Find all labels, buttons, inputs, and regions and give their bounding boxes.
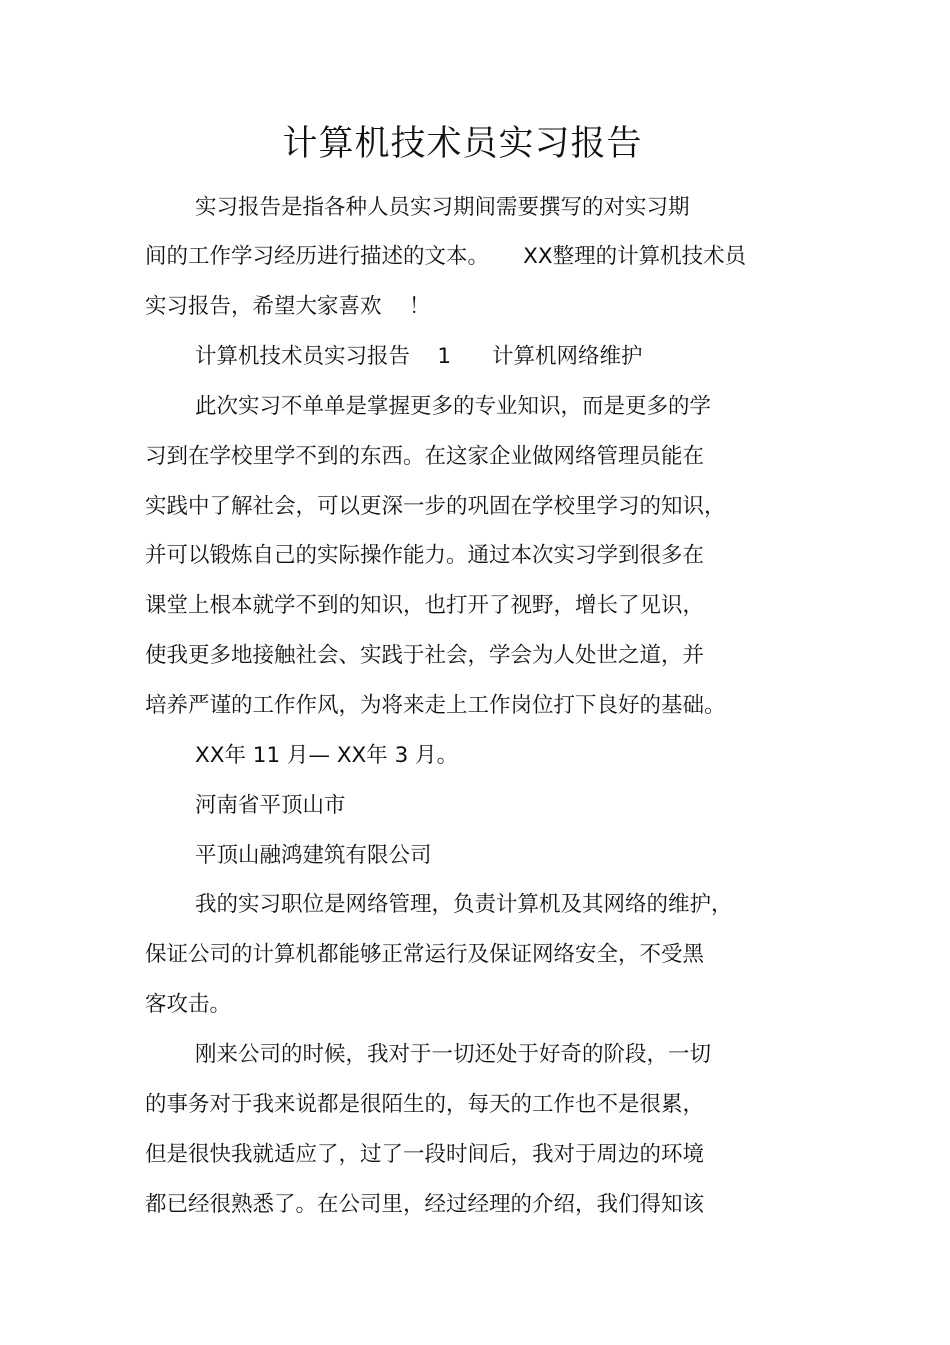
paragraph-line: 我的实习职位是网络管理，负责计算机及其网络的维护， (195, 892, 733, 917)
paragraph-line: 保证公司的计算机都能够正常运行及保证网络安全，不受黑 (145, 942, 705, 967)
paragraph-line: 实习报告，希望大家喜欢 ！ (145, 294, 431, 319)
paragraph-line: 使我更多地接触社会、实践于社会，学会为人处世之道，并 (145, 643, 705, 668)
document-title: 计算机技术员实习报告 (282, 124, 643, 164)
paragraph-line: 并可以锻炼自己的实际操作能力。通过本次实习学到很多在 (145, 543, 705, 568)
paragraph-line: 但是很快我就适应了，过了一段时间后，我对于周边的环境 (145, 1142, 705, 1167)
date-line: XX年 11 月— XX年 3 月。 (195, 743, 459, 768)
section-heading: 计算机技术员实习报告 1 计算机网络维护 (195, 344, 643, 369)
paragraph-line: 习到在学校里学不到的东西。在这家企业做网络管理员能在 (145, 444, 705, 469)
paragraph-line: 的事务对于我来说都是很陌生的，每天的工作也不是很累， (145, 1092, 705, 1117)
paragraph-line: 刚来公司的时候，我对于一切还处于好奇的阶段，一切 (195, 1042, 712, 1067)
paragraph-line: 间的工作学习经历进行描述的文本。 XX整理的计算机技术员 (145, 244, 747, 269)
paragraph-line: 都已经很熟悉了。在公司里，经过经理的介绍，我们得知该 (145, 1192, 705, 1217)
paragraph-line: 课堂上根本就学不到的知识，也打开了视野，增长了见识， (145, 593, 705, 618)
company-line: 平顶山融鸿建筑有限公司 (195, 843, 432, 868)
paragraph-line: 实践中了解社会，可以更深一步的巩固在学校里学习的知识， (145, 494, 726, 519)
paragraph-line: 实习报告是指各种人员实习期间需要撰写的对实习期 (195, 195, 690, 220)
paragraph-line: 客攻击。 (145, 992, 232, 1017)
paragraph-line: 此次实习不单单是掌握更多的专业知识，而是更多的学 (195, 394, 712, 419)
paragraph-line: 培养严谨的工作作风，为将来走上工作岗位打下良好的基础。 (145, 693, 726, 718)
location-line: 河南省平顶山市 (195, 793, 346, 818)
